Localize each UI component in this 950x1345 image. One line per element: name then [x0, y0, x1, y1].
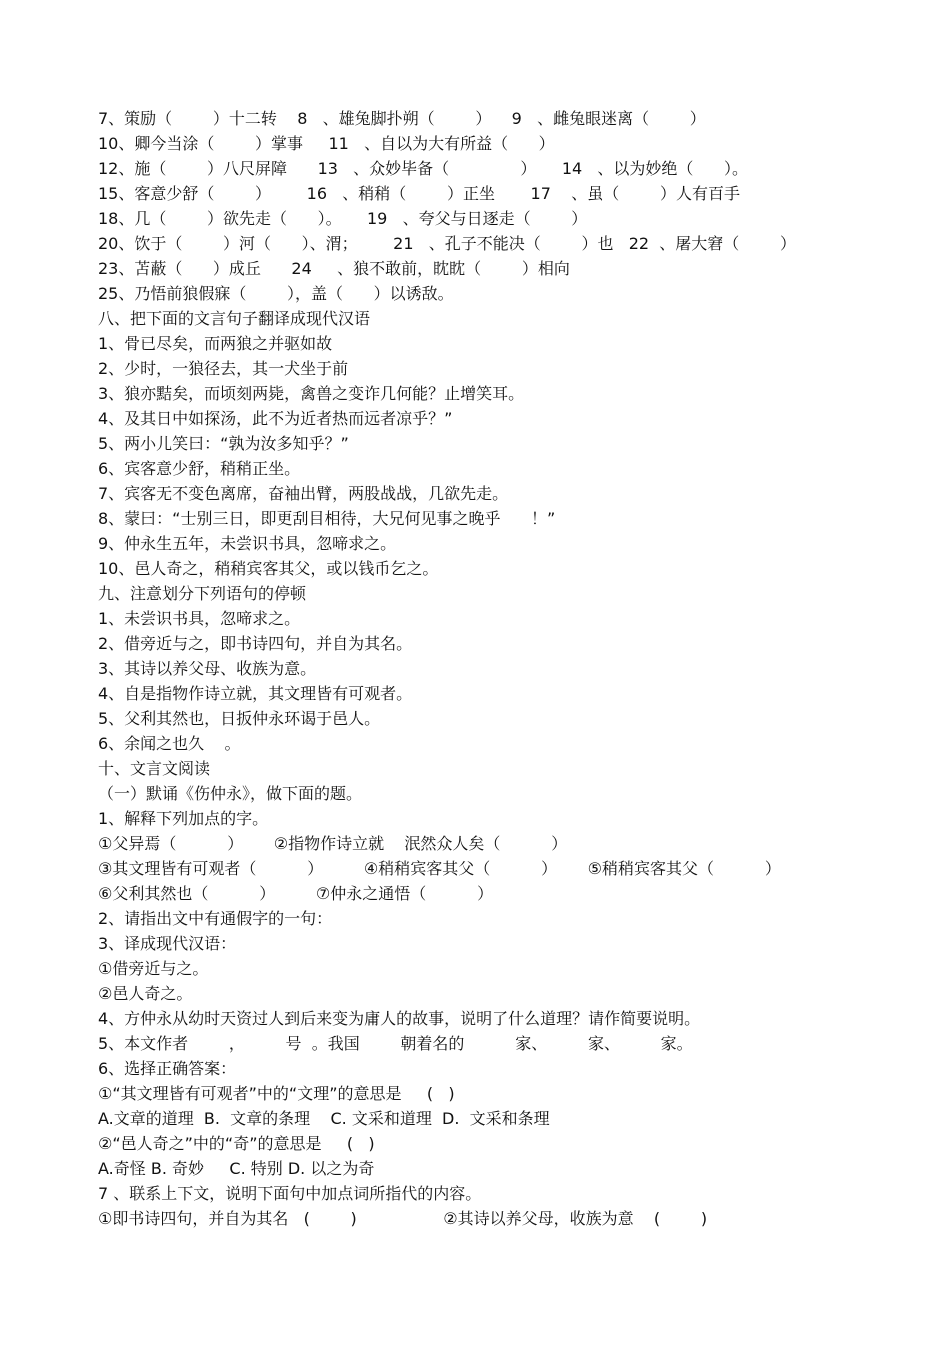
text-line: 8、蒙曰：“士别三日，即更刮目相待，大兄何见事之晚乎 ！”	[98, 509, 556, 528]
text-line: 4、及其日中如探汤，此不为近者热而远者凉乎？”	[98, 409, 453, 428]
text-line: 7、策励（ ）十二转 8 、雄兔脚扑朔（ ） 9 、雌兔眼迷离（ ）	[98, 109, 706, 128]
text-line: 12、施（ ）八尺屏障 13 、众妙毕备（ ） 14 、以为妙绝（ ）。	[98, 159, 748, 178]
subsection-heading: （一）默诵《伤仲永》，做下面的题。	[98, 784, 363, 803]
text-line: ①“其文理皆有可观者”中的“文理”的意思是 ( )	[98, 1084, 455, 1103]
text-line: 5、本文作者 ， 号 。我国 朝着名的 家、 家、 家。	[98, 1034, 693, 1053]
text-line: 1、骨已尽矣，而两狼之并驱如故	[98, 334, 333, 353]
section-heading: 十、文言文阅读	[98, 759, 211, 778]
text-line: 4、方仲永从幼时天资过人到后来变为庸人的故事，说明了什么道理？请作简要说明。	[98, 1009, 701, 1028]
text-line: 7、宾客无不变色离席，奋袖出臂，两股战战，几欲先走。	[98, 484, 509, 503]
text-line: 2、借旁近与之，即书诗四句，并自为其名。	[98, 634, 413, 653]
text-line: ①借旁近与之。	[98, 959, 209, 978]
text-line: ②邑人奇之。	[98, 984, 193, 1003]
text-line: A.文章的道理 B. 文章的条理 C. 文采和道理 D. 文采和条理	[98, 1109, 550, 1128]
text-line: ①父异焉（ ） ②指物作诗立就 泯然众人矣（ ）	[98, 834, 568, 853]
text-line: ⑥父利其然也（ ） ⑦仲永之通悟（ ）	[98, 884, 494, 903]
text-line: 1、解释下列加点的字。	[98, 809, 269, 828]
text-line: ②“邑人奇之”中的“奇”的意思是 ( )	[98, 1134, 375, 1153]
section-heading: 八、把下面的文言句子翻译成现代汉语	[98, 309, 371, 328]
text-line: 25、乃悟前狼假寐（ ），盖（ ）以诱敌。	[98, 284, 454, 303]
text-line: 4、自是指物作诗立就，其文理皆有可观者。	[98, 684, 413, 703]
text-line: 6、余闻之也久 。	[98, 734, 241, 753]
section-heading: 九、注意划分下列语句的停顿	[98, 584, 307, 603]
text-line: 15、客意少舒（ ） 16 、稍稍（ ）正坐 17 、虽（ ）人有百手	[98, 184, 740, 203]
text-line: ①即书诗四句，并自为其名 ( ) ②其诗以养父母，收族为意 ( )	[98, 1209, 708, 1228]
text-line: 3、其诗以养父母、收族为意。	[98, 659, 317, 678]
text-line: 10、邑人奇之，稍稍宾客其父，或以钱币乞之。	[98, 559, 439, 578]
text-line: 5、父利其然也，日扳仲永环谒于邑人。	[98, 709, 381, 728]
text-line: 3、译成现代汉语：	[98, 934, 237, 953]
text-line: 7 、联系上下文，说明下面句中加点词所指代的内容。	[98, 1184, 482, 1203]
text-line: 6、宾客意少舒，稍稍正坐。	[98, 459, 301, 478]
text-line: 20、饮于（ ）河（ ）、渭； 21 、孔子不能决（ ）也 22 、屠大窘（ ）	[98, 234, 796, 253]
text-line: ③其文理皆有可观者（ ） ④稍稍宾客其父（ ） ⑤稍稍宾客其父（ ）	[98, 859, 781, 878]
text-line: 2、请指出文中有通假字的一句：	[98, 909, 333, 928]
text-line: 18、几（ ）欲先走（ ）。 19 、夸父与日逐走（ ）	[98, 209, 588, 228]
text-line: 10、卿今当涂（ ）掌事 11 、自以为大有所益（ ）	[98, 134, 555, 153]
text-line: 6、选择正确答案：	[98, 1059, 237, 1078]
text-line: 3、狼亦黠矣，而顷刻两毙，禽兽之变诈几何能？止增笑耳。	[98, 384, 525, 403]
text-line: A.奇怪 B. 奇妙 C. 特别 D. 以之为奇	[98, 1159, 375, 1178]
text-line: 2、少时，一狼径去，其一犬坐于前	[98, 359, 349, 378]
text-line: 1、未尝识书具，忽啼求之。	[98, 609, 301, 628]
text-line: 23、苫蔽（ ）成丘 24 、狼不敢前，眈眈（ ）相向	[98, 259, 570, 278]
document-page	[98, 106, 898, 1231]
text-line: 5、两小儿笑曰：“孰为汝多知乎？”	[98, 434, 349, 453]
text-line: 9、仲永生五年，未尝识书具，忽啼求之。	[98, 534, 397, 553]
